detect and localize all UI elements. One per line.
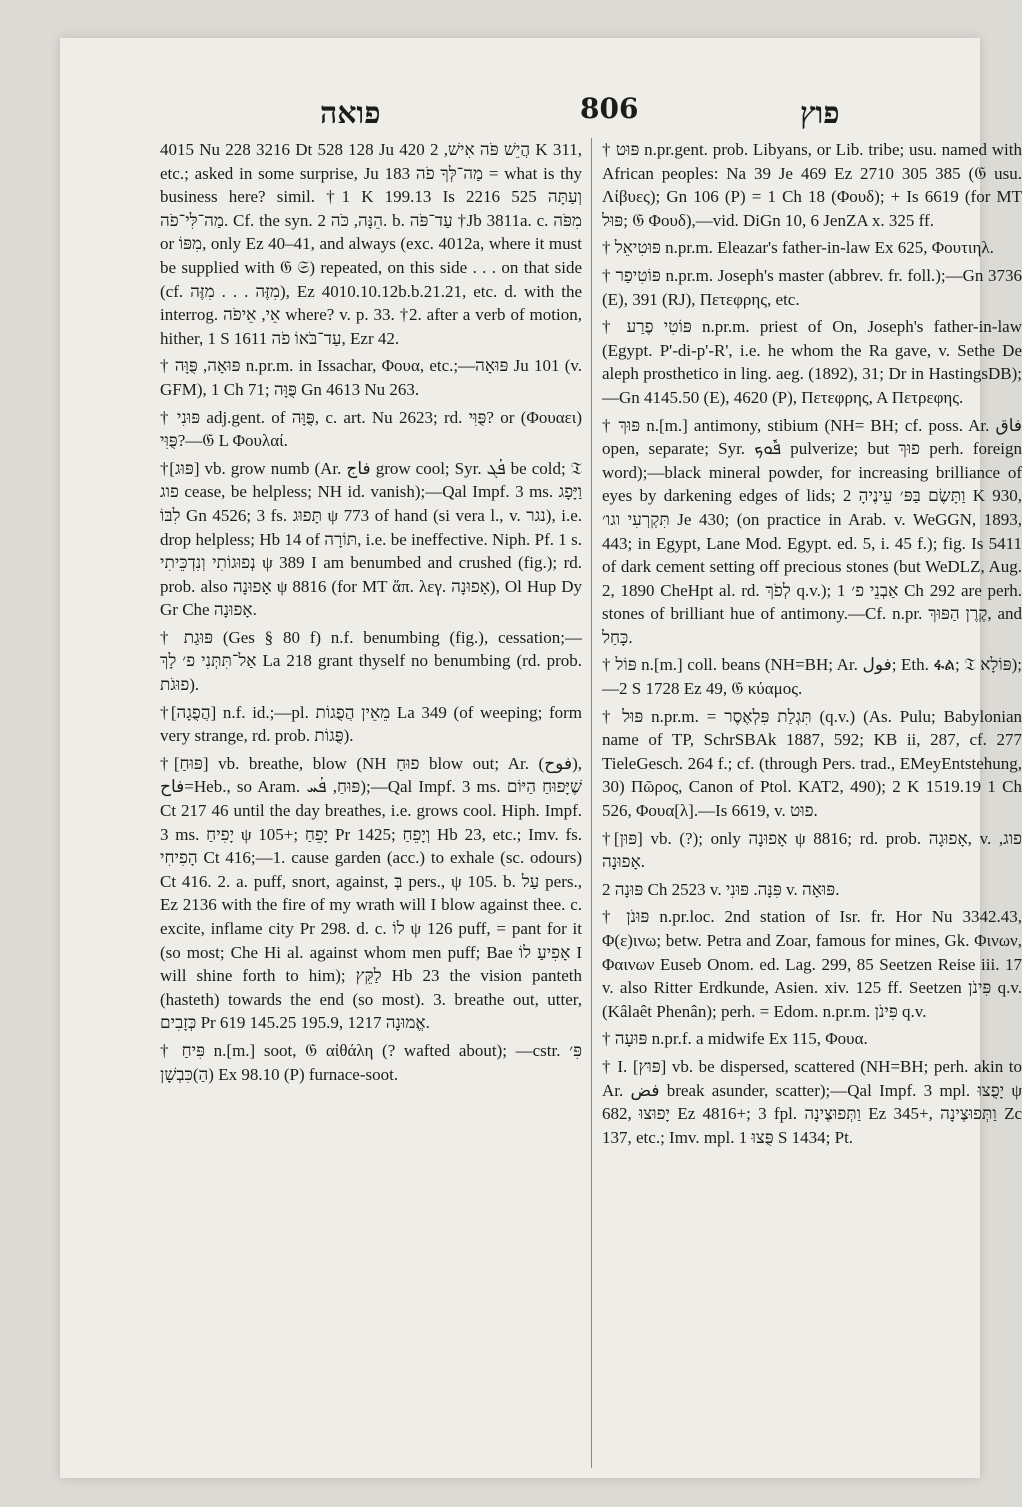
entry-cross-references: [602, 878, 1022, 902]
entry-puach: [160, 752, 582, 1035]
entry-pun: [602, 827, 1022, 874]
entry-pugat: [160, 626, 582, 697]
entry-text: † פּוּט n.pr.gent. prob. Libyans, or Lib. tribe; usu. named with African peoples: Na 39 Je 469 Ez 2710 305 385 (𝔊 usu. Λίβυες); Gn 106 (P) = 1 Ch 18 (Φουδ); + Is 6619 (for MT פּוּל; 𝔊 Φουδ),—vid. DiGn 10, 6 JenZA x. 325 ff.: [602, 140, 1022, 230]
page-number: 806: [580, 92, 639, 125]
entry-text: † פּוּנֹן n.pr.loc. 2nd station of Isr. fr. Hor Nu 3342.43, Φ(ε)ινω; betw. Petra and Zoar, famous for mines, Gk. Φινων, Φαινων Euseb Onom. ed. Lag. 299, 85 Seetzen Reise iii. 17 v. also Ritter Erdkunde, Asien. xiv. 125 ff. Seetzen פִּינֹן q.v. (Kâlaêt Phenân); perh. = Edom. n.pr.m. פִּינֹן q.v.: [602, 907, 1022, 1021]
entry-pul: [602, 705, 1022, 823]
column-divider: [591, 138, 592, 1468]
entry-text: † פּוּטִיאֵל n.pr.m. Eleazar's father-in-law Ex 625, Φουτιηλ.: [602, 238, 994, 258]
entry-continuation-poh: [160, 138, 582, 350]
entry-text: †[פּוּג] vb. grow numb (Ar. فاج grow cool; Syr. ܦܳܓ be cold; 𝔗 פוג cease, be helpless; NH id. vanish);—Qal Impf. 3 ms. וַיָּפָג לִבּוֹ Gn 4526; 3 fs. תָּפוּג ψ 773 of hand (si vera l., v. נגר), i.e. drop helpless; Hb 14 of תּוֹרָה, i.e. be ineffective. Niph. Pf. 1 s. נְפוּגוֹתִי וְנִדְכֵּיתִי ψ 389 I am benumbed and crushed (fig.); rd. prob. also אָפוּנָה ψ 8816 (for MT ἅπ. λεγ. אָפוּנָה), Ol Hup Dy Gr Che אָפוּנָה.: [160, 458, 583, 620]
entry-text: † פּוֹטִיפַר n.pr.m. Joseph's master (abbrev. fr. foll.);—Gn 3736 (E), 391 (RJ), Πετεφρης, etc.: [602, 265, 1022, 309]
entry-text: †[הֲפֻגָה] n.f. id.;—pl. מֵאֵין הֲפֻגוֹת La 349 (of weeping; form very strange, rd. prob. פֻּגוֹת).: [160, 702, 582, 746]
entry-puk: [602, 414, 1022, 650]
entry-text: † פּוּל n.pr.m. = תִּגְלַת פִּלְאֶסֶר (q.v.) (As. Pulu; Babylonian name of TP, SchrSBAk 1887, 592; KB ii, 287, cf. 277 TieleGesch. 264 f.; cf. (through Pers. trad., EMeyEntstehung, 30) Πῶρος, Canon of Ptol. KAT2, 490); 2 K 1519.19 1 Ch 526, Φουα[λ].—Is 6619, v. פוּט.: [602, 706, 1022, 821]
entry-puts: [602, 1055, 1022, 1149]
entry-text: † פּוּעָה n.pr.f. a midwife Ex 115, Φουα.: [602, 1029, 868, 1049]
dictionary-page: [60, 38, 1022, 1478]
running-head-right: פוץ: [800, 96, 840, 131]
entry-puah: [160, 354, 582, 401]
entry-text: †[פּוּן] vb. (?); only אָפוּנָה ψ 8816; rd. prob. אָפוּגָה, v. פוג, אָפוּנָה.: [602, 828, 1022, 872]
entry-hafugah: [160, 701, 582, 748]
entry-putiel: [602, 236, 1022, 260]
left-column: [160, 138, 582, 1090]
entry-text: † פּוּנִי adj.gent. of פֻּוָּה, c. art. Nu 2623; rd. פֻּוִּי? or (Φουαει) פֻּוִּי?—𝔊 L Φουλαί.: [160, 407, 583, 451]
entry-text: פּוּנָה 2 Ch 2523 v. פִּנָּה. פּוּנִי v. פּוּאָה.: [602, 879, 840, 899]
right-column: [602, 138, 1022, 1153]
entry-text: † פִּיחַ n.[m.] soot, 𝔊 αἰθάλη (? wafted about); —cstr. פִּ׳ (הַ)כִּבְשָׁן Ex 98.10 (P) furnace-soot.: [160, 1040, 582, 1084]
entry-potiphar: [602, 264, 1022, 311]
entry-puni: [160, 406, 582, 453]
running-head-left: פואה: [320, 96, 381, 131]
entry-pug: [160, 457, 582, 622]
entry-puah-midwife: [602, 1027, 1022, 1051]
entry-text: † פּוֹל n.[m.] coll. beans (NH=BH; Ar. فول; Eth. ፋል; 𝔗 פּוֹלָא);—2 S 1728 Ez 49, 𝔊 κύαμος.: [602, 655, 1022, 699]
page-header: [60, 88, 980, 131]
entry-text: † פּוּךְ n.[m.] antimony, stibium (NH= BH; cf. poss. Ar. فاق open, separate; Syr. ܦܽܘܟ pulverize; but פוּךְ perh. foreign word);—black mineral powder, for increasing brilliance of eyes by darkening edges of lids; וַתָּשֶׂם בַּפּ׳ עֵינֶיהָ 2 K 930, תִּקְרְעִי וגו׳ Je 430; (on practice in Arab. v. WeGGN, 1893, 443; in Egypt, Lane Mod. Egypt. ed. 5, i. 45 f.); fig. Is 5411 of dark cement setting off precious stones (but WeDLZ, Aug. 2, 1890 CheHpt al. rd. לְפֹךְ q.v.); אַבְנֵי פ׳ 1 Ch 292 are perh. stones of brilliant hue of antimony.—Cf. n.pr. קֶרֶן הַפּוּךְ, and כָּחַל.: [602, 415, 1022, 647]
entry-pol: [602, 653, 1022, 700]
entry-piach: [160, 1039, 582, 1086]
entry-text: 4015 Nu 228 3216 Dt 528 128 Ju 420 הֲיֵשׁ פֹּה אִישׁ, 2 K 311, etc.; asked in some surprise, Ju 183 מַה־לְּךָ פֹה = what is thy business here? simil. †1 K 199.13 Is 2216 525 וְעַתָּה מַה־לִּי־פֹה. Cf. the syn. הֵנָּה, כֹּה 2. b. עַד־פֹּה †Jb 3811a. c. מִפֹּה or מִפּוֹ, only Ez 40–41, and always (exc. 4012a, where it must be supplied with 𝔊 𝔖) repeated, on this side . . . on that side (cf. מִזֶּה . . . מִזֶּה), Ez 4010.10.12b.b.21.21, etc. d. with the interrog. אֵי, אֵיפֹה where? v. p. 33. †2. after a verb of motion, hither, 1 S 1611 עַד־בֹּאוֹ פֹה, Ezr 42.: [160, 140, 582, 348]
entry-potiphera: [602, 315, 1022, 409]
entry-text: † פּוּאָה, פֻּוָּה n.pr.m. in Issachar, Φουα, etc.;—פּוּאָה Ju 101 (v. GFM), 1 Ch 71; פֻּוָּה Gn 4613 Nu 263.: [160, 356, 582, 399]
entry-text: † I. [פּוּץ] vb. be dispersed, scattered (NH=BH; perh. akin to Ar. فض break asunder, scatter);—Qal Impf. 3 mpl. יָפֻצוּ ψ 682, יָפוּצוּ Ez 4816+; 3 fpl. וַתְּפוּצֶינָה Ez 345+, וַתְּפוּצֶינָה Zc 137, etc.; Imv. mpl. פֻּצוּ 1 S 1434; Pt.: [602, 1056, 1022, 1147]
entry-text: †[פּוּחַ] vb. breathe, blow (NH פוּחַ blow out; Ar. (فوح), فاح=Heb., so Aram. פּוּחַ, ܦܳܚ);—Qal Impf. 3 ms. שֶׁיָּפוּחַ הַיּוֹם Ct 217 46 until the day breathes, i.e. grows cool. Hiph. Impf. 3 ms. יָפִיחַ ψ 105+; יָפֵחַ Pr 1425; וְיָפֵחַ Hb 23, etc.; Imv. fs. הָפִיחִי Ct 416;—1. cause garden (acc.) to exhale (sc. odours) Ct 416. 2. a. puff, snort, against, בְּ pers., ψ 105. b. עַל pers., Ez 2136 with the fire of my wrath will I blow against thee. c. excite, inflame city Pr 298. d. c. לוֹ ψ 126 puff, = pant for it (so most; Che Hi al. against whom men puff; Bae אָפִיעַ לוֹ I will shine forth to him); לַקֵּץ Hb 23 the vision panteth (hasteth) towards the end (so most). 3. breathe out, utter, כְּזָבִים Pr 619 145.25 195.9, אֱמוּנָה 1217.: [160, 753, 583, 1033]
entry-text: † פּוּגַת (Ges § 80 f) n.f. benumbing (fig.), cessation;—אַל־תִּתְּנִי פ׳ לָךְ La 218 grant thyself no benumbing (rd. prob. פוּגֹת).: [160, 627, 583, 695]
entry-punon: [602, 905, 1022, 1023]
entry-put: [602, 138, 1022, 232]
entry-text: † פּוֹטִי פֶרַע n.pr.m. priest of On, Joseph's father-in-law (Egypt. P'-di-p'-R', i.e. he whom the Ra gave, v. Sethe De aleph prosthetico in ling. aeg. (1892), 31; Dr in HastingsDB);—Gn 4145.50 (E), 4620 (P), Πετεφρης, Α Πετρεφης.: [602, 317, 1022, 407]
